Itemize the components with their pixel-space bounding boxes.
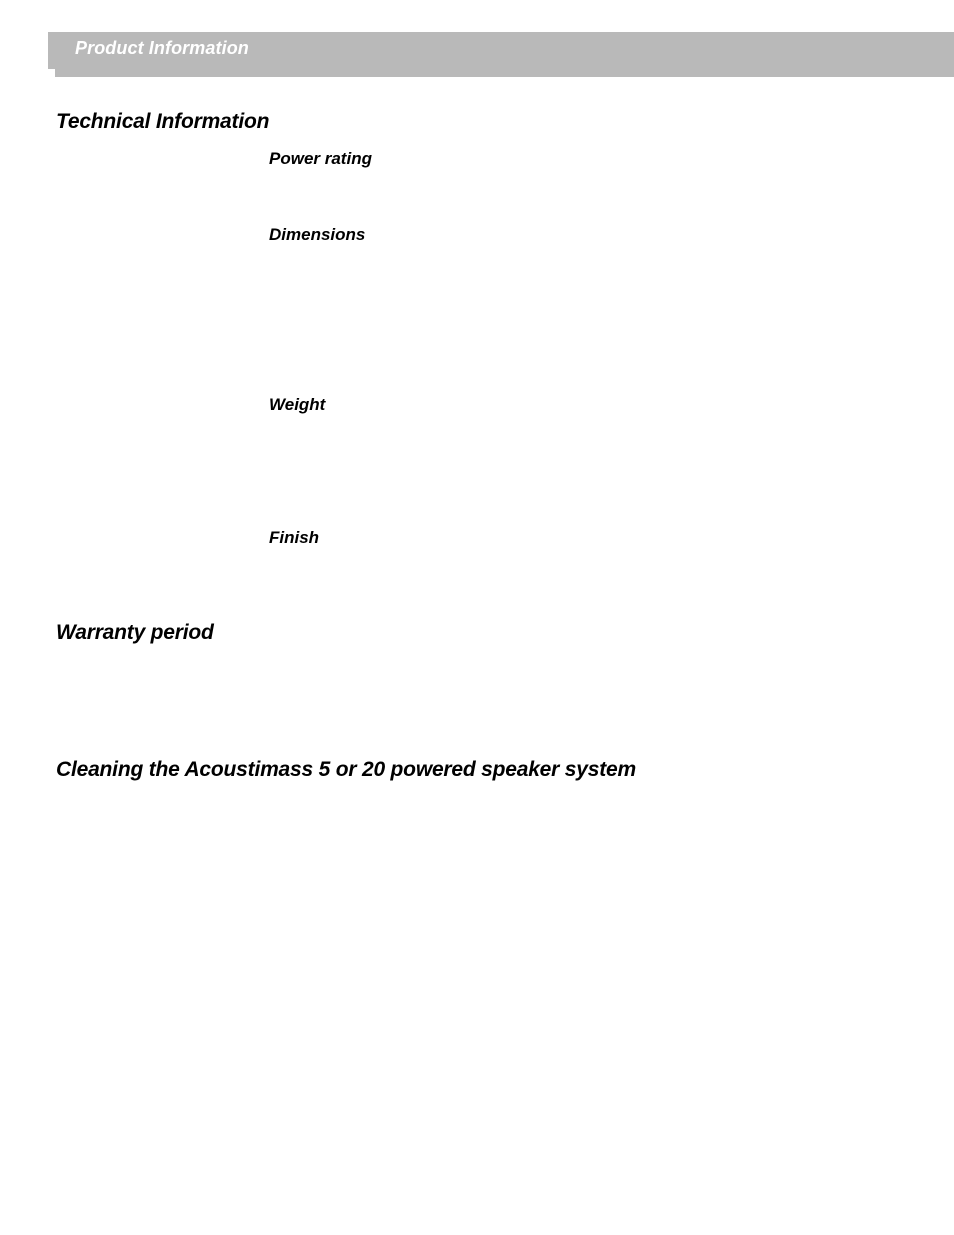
cleaning-heading: Cleaning the Acoustimass 5 or 20 powered speaker system — [56, 758, 636, 781]
page-header-title: Product Information — [75, 38, 249, 58]
weight-label: Weight — [269, 395, 326, 414]
dimensions-label: Dimensions — [269, 225, 366, 244]
power-rating-label: Power rating — [269, 149, 372, 168]
header-band-shadow — [55, 66, 954, 77]
warranty-period-heading: Warranty period — [56, 621, 214, 644]
finish-label: Finish — [269, 528, 320, 547]
technical-information-heading: Technical Information — [56, 110, 270, 133]
